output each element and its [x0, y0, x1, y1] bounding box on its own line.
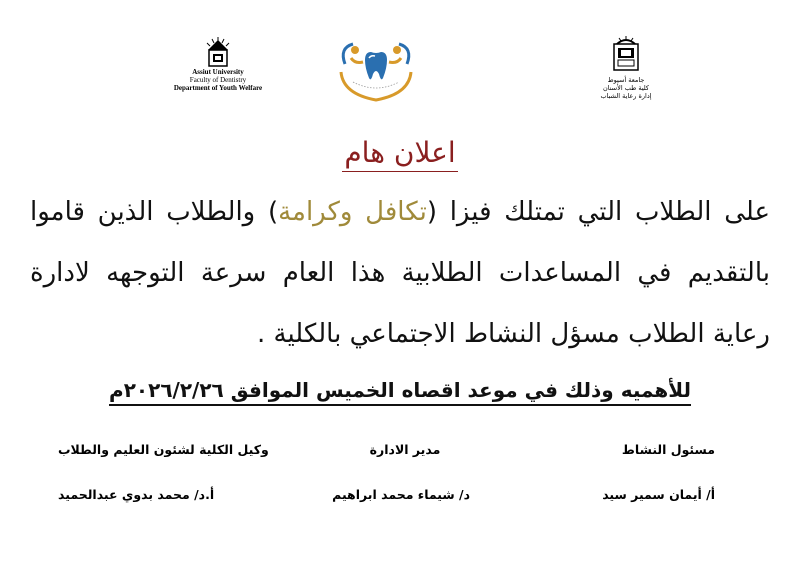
faculty-of-dentistry-emblem-icon: [333, 34, 419, 104]
signature-name-vice-dean: أ.د/ محمد بدوي عبدالحميد: [58, 487, 215, 502]
announcement-title-wrap: [0, 136, 800, 169]
signature-role-vice-dean: وكيل الكلية لشئون العليم والطلاب: [58, 442, 269, 457]
signature-name-director: د/ شيماء محمد ابراهيم: [332, 487, 470, 502]
body-text-end: ) والطلاب الذين قاموا بالتقديم في المساعدات الطلابية هذا العام سرعة التوجهه لادارة رعاية الطلاب مسؤل النشاط الاجتماعي بالكلية .: [30, 197, 770, 349]
signature-role-activity: مسئول النشاط: [621, 442, 715, 457]
deadline-notice-wrap: [0, 378, 800, 402]
center-header-logo: [333, 34, 419, 108]
assiut-university-crest-icon: [609, 36, 643, 72]
signature-name-activity: أ/ أيمان سمير سيد: [602, 487, 715, 502]
announcement-body: [30, 182, 770, 365]
left-header-logo: [163, 36, 273, 92]
deadline-notice: للأهميه وذلك في موعد اقصاه الخميس الموافق ٢٠٢٦/٢/٢٦م: [109, 378, 691, 406]
body-highlight-program: تكافل وكرامة: [278, 197, 427, 227]
signature-role-director: مدير الادارة: [369, 442, 441, 457]
assiut-university-crest-icon: [203, 36, 233, 68]
university-name-en: Assiut University: [192, 68, 244, 76]
department-name-ar: إدارة رعاية الشباب: [600, 92, 652, 100]
university-name-ar: جامعة أسيوط: [607, 76, 645, 84]
faculty-name-en: Faculty of Dentistry: [189, 76, 247, 84]
faculty-name-ar: كلية طب الأسنان: [602, 84, 650, 92]
announcement-title: اعلان هام: [342, 136, 457, 172]
department-name-en: Department of Youth Welfare: [173, 84, 263, 92]
body-text-start: على الطلاب التي تمتلك فيزا (: [426, 197, 770, 227]
right-header-logo: [596, 36, 656, 100]
